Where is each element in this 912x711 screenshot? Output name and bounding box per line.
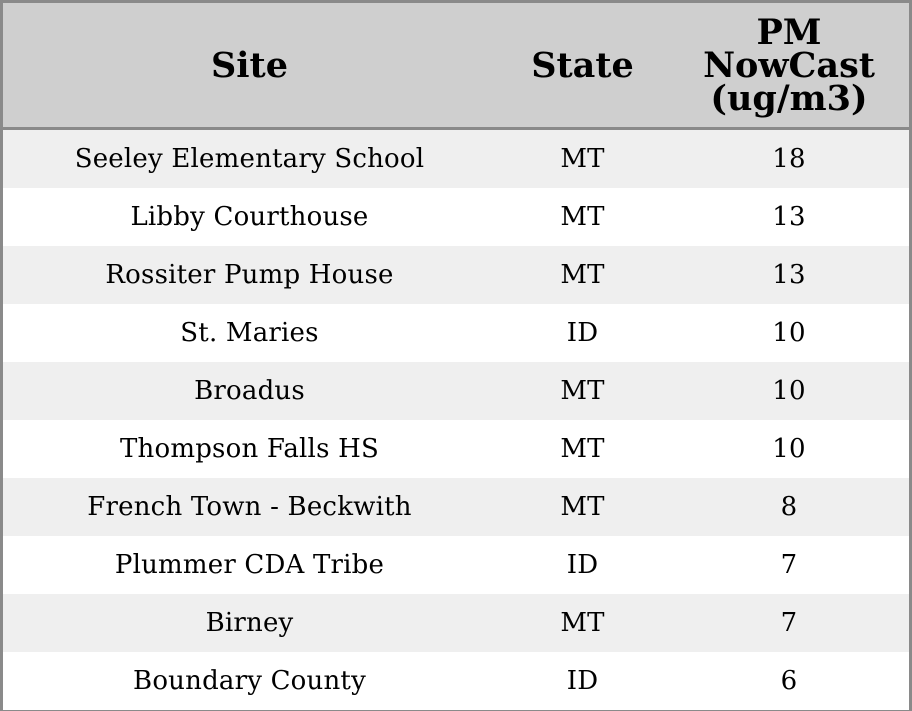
table-row bbox=[3, 304, 909, 362]
table-row bbox=[3, 188, 909, 246]
cell-pm: 7 bbox=[669, 536, 909, 594]
cell-site: French Town - Beckwith bbox=[3, 478, 496, 536]
cell-site: Boundary County bbox=[3, 652, 496, 710]
header-pm-line-3: (ug/m3) bbox=[710, 77, 868, 119]
cell-site: Plummer CDA Tribe bbox=[3, 536, 496, 594]
cell-state: MT bbox=[496, 420, 669, 478]
cell-site: Seeley Elementary School bbox=[3, 129, 496, 189]
cell-pm: 6 bbox=[669, 652, 909, 710]
table-row bbox=[3, 129, 909, 189]
header-row bbox=[3, 3, 909, 129]
pm-nowcast-table bbox=[3, 3, 909, 710]
cell-state: ID bbox=[496, 536, 669, 594]
cell-pm: 7 bbox=[669, 594, 909, 652]
cell-site: Libby Courthouse bbox=[3, 188, 496, 246]
table-row bbox=[3, 594, 909, 652]
cell-pm: 13 bbox=[669, 188, 909, 246]
header-site: Site bbox=[3, 3, 496, 129]
cell-site: Rossiter Pump House bbox=[3, 246, 496, 304]
cell-pm: 10 bbox=[669, 420, 909, 478]
table-row bbox=[3, 536, 909, 594]
cell-site: St. Maries bbox=[3, 304, 496, 362]
cell-site: Birney bbox=[3, 594, 496, 652]
cell-state: MT bbox=[496, 362, 669, 420]
header-pm-line-1: PM bbox=[756, 11, 822, 53]
cell-state: ID bbox=[496, 304, 669, 362]
table-row bbox=[3, 478, 909, 536]
table-row bbox=[3, 362, 909, 420]
table-row bbox=[3, 246, 909, 304]
table-row bbox=[3, 652, 909, 710]
table-body bbox=[3, 129, 909, 711]
cell-site: Thompson Falls HS bbox=[3, 420, 496, 478]
header-pm-line-2: NowCast bbox=[703, 44, 875, 86]
cell-state: ID bbox=[496, 652, 669, 710]
cell-state: MT bbox=[496, 594, 669, 652]
cell-site: Broadus bbox=[3, 362, 496, 420]
header-pm-nowcast bbox=[669, 3, 909, 129]
cell-state: MT bbox=[496, 188, 669, 246]
cell-pm: 10 bbox=[669, 362, 909, 420]
cell-state: MT bbox=[496, 478, 669, 536]
cell-state: MT bbox=[496, 246, 669, 304]
cell-pm: 18 bbox=[669, 129, 909, 189]
cell-state: MT bbox=[496, 129, 669, 189]
table-row bbox=[3, 420, 909, 478]
header-state: State bbox=[496, 3, 669, 129]
table-header bbox=[3, 3, 909, 129]
cell-pm: 10 bbox=[669, 304, 909, 362]
cell-pm: 13 bbox=[669, 246, 909, 304]
cell-pm: 8 bbox=[669, 478, 909, 536]
